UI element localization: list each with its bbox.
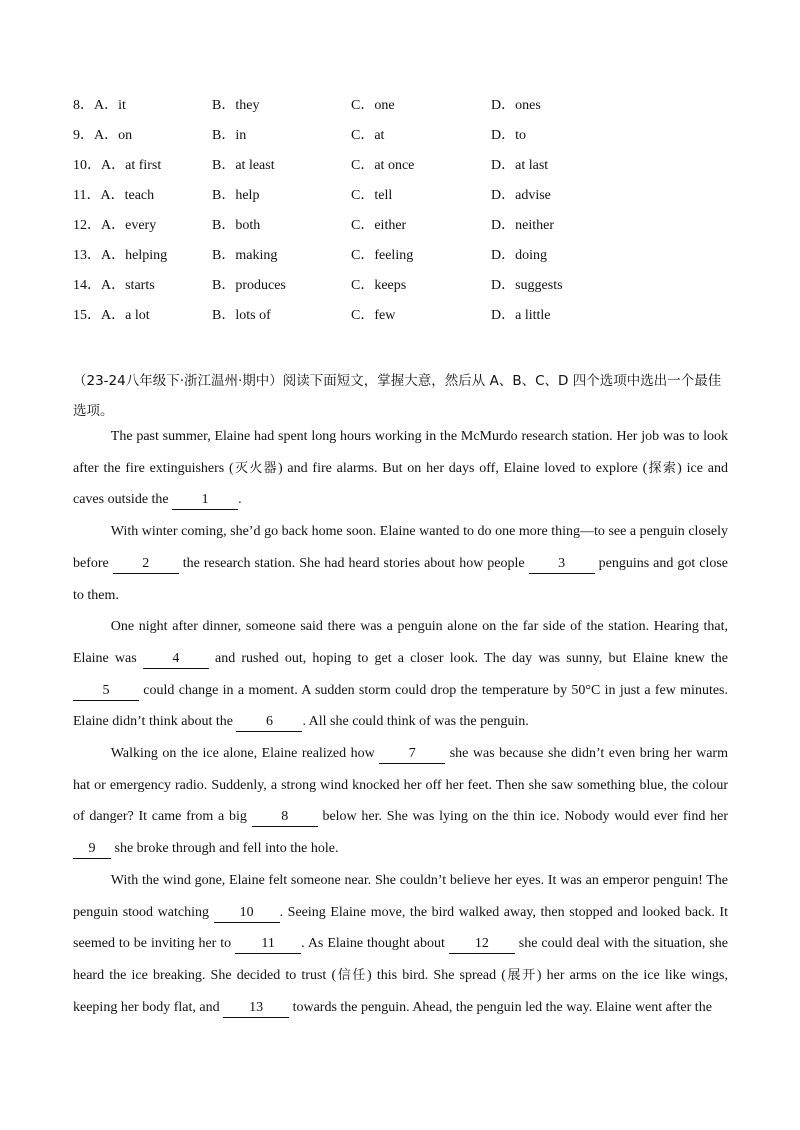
text: the research station. She had heard stories about how people [178,555,529,571]
option-a: 9．A．on [73,128,133,143]
text: ) this bird. She spread ( [367,967,506,983]
blank-2: 2 [113,555,179,574]
question-row [73,183,733,213]
option-b: B．help [212,188,260,203]
text: . [238,492,242,508]
option-b: B．in [212,128,247,143]
option-a: 10．A．at first [73,158,162,173]
option-b: B．produces [212,278,286,293]
blank-10: 10 [214,904,280,923]
option-b: B．making [212,248,278,263]
blank-13: 13 [223,999,289,1018]
paragraph-5 [73,865,728,1024]
option-c: C．feeling [351,248,414,263]
question-row [73,273,733,303]
option-b: B．lots of [212,308,271,323]
option-d: D．neither [491,218,554,233]
text: The past summer, Elaine had spent long hours working in the McMurdo research station. Her job was to look after the fire extinguishers ( [73,429,728,476]
text: penguins and got close to them. [73,555,728,603]
reading-passage [73,421,728,1023]
text: . Seeing Elaine move, the bird walked away, then stopped and looked back. It seemed to be inviting her to [73,904,728,952]
blank-9: 9 [73,840,111,859]
option-d: D．a little [491,308,551,323]
chinese-gloss: 灭火器 [233,460,278,476]
option-d: D．at last [491,158,549,173]
blank-4: 4 [143,650,209,669]
chinese-gloss: 探索 [647,460,678,476]
option-a: 11．A．teach [73,188,155,203]
text: below her. She was lying on the thin ice. Nobody would ever find her [317,809,728,825]
option-c: C．one [351,98,395,113]
text: she broke through and fell into the hole. [111,841,339,857]
option-a: 8．A．it [73,98,126,113]
option-c: C．at once [351,158,415,173]
option-d: D．suggests [491,278,563,293]
blank-3: 3 [529,555,595,574]
option-c: C．at [351,128,385,143]
option-a: 14．A．starts [73,278,155,293]
option-d: D．doing [491,248,547,263]
blank-12: 12 [449,935,515,954]
option-b: B．at least [212,158,275,173]
section-instructions: （23-24八年级下·浙江温州·期中）阅读下面短文，掌握大意，然后从 A、B、C、D 四个选项中选出一个最佳选项。 [73,373,722,419]
text: ) ice and caves outside the [73,460,728,508]
paragraph-4 [73,738,728,865]
question-row [73,213,733,243]
option-a: 15．A．a lot [73,308,150,323]
question-row [73,93,733,123]
text: ) and fire alarms. But on her days off, Elaine loved to explore ( [277,460,648,476]
blank-1: 1 [172,491,238,510]
blank-6: 6 [236,713,302,732]
text: could change in a moment. A sudden storm could drop the temperature by 50°C in just a few minutes. Elaine didn’t think about the [73,682,728,730]
text: and rushed out, hoping to get a closer look. The day was sunny, but Elaine knew the [208,650,728,666]
blank-8: 8 [252,808,318,827]
option-c: C．either [351,218,407,233]
option-b: B．they [212,98,260,113]
text: Walking on the ice alone, Elaine realized how [110,746,380,762]
text: towards the penguin. Ahead, the penguin led the way. Elaine went after the [289,999,712,1015]
option-d: D．advise [491,188,551,203]
blank-7: 7 [379,745,445,764]
option-a: 13．A．helping [73,248,168,263]
option-d: D．ones [491,98,541,113]
text: With the wind gone, Elaine felt someone near. She couldn’t believe her eyes. It was an emperor penguin! The penguin stood watching [73,872,728,920]
option-c: C．few [351,308,396,323]
blank-5: 5 [73,682,139,701]
text: One night after dinner, someone said there was a penguin alone on the far side of the station. Hearing that, Elaine was [73,619,728,666]
question-row [73,243,733,273]
answer-options [73,93,733,333]
text: . As Elaine thought about [301,936,449,952]
blank-11: 11 [235,935,301,954]
question-row [73,303,733,333]
paragraph-3 [73,611,728,738]
text: she was because she didn’t even bring her warm hat or emergency radio. Suddenly, a strong wind knocked her off her feet. Then she saw something blue, the colour of danger? It came from a big [73,746,728,825]
text: . All she could think of was the penguin. [302,714,529,730]
option-b: B．both [212,218,261,233]
paragraph-1 [73,421,728,516]
question-row [73,123,733,153]
text: With winter coming, she’d go back home soon. Elaine wanted to do one more thing—to see a penguin closely before [73,524,728,571]
question-row [73,153,733,183]
chinese-gloss: 展开 [505,967,537,983]
option-c: C．tell [351,188,393,203]
text: ) her arms on the ice like wings, keeping her body flat, and [73,967,728,1015]
paragraph-2 [73,516,728,611]
option-c: C．keeps [351,278,407,293]
text: she could deal with the situation, she heard the ice breaking. She decided to trust ( [73,936,728,983]
option-a: 12．A．every [73,218,157,233]
option-d: D．to [491,128,526,143]
chinese-gloss: 信任 [336,967,368,983]
